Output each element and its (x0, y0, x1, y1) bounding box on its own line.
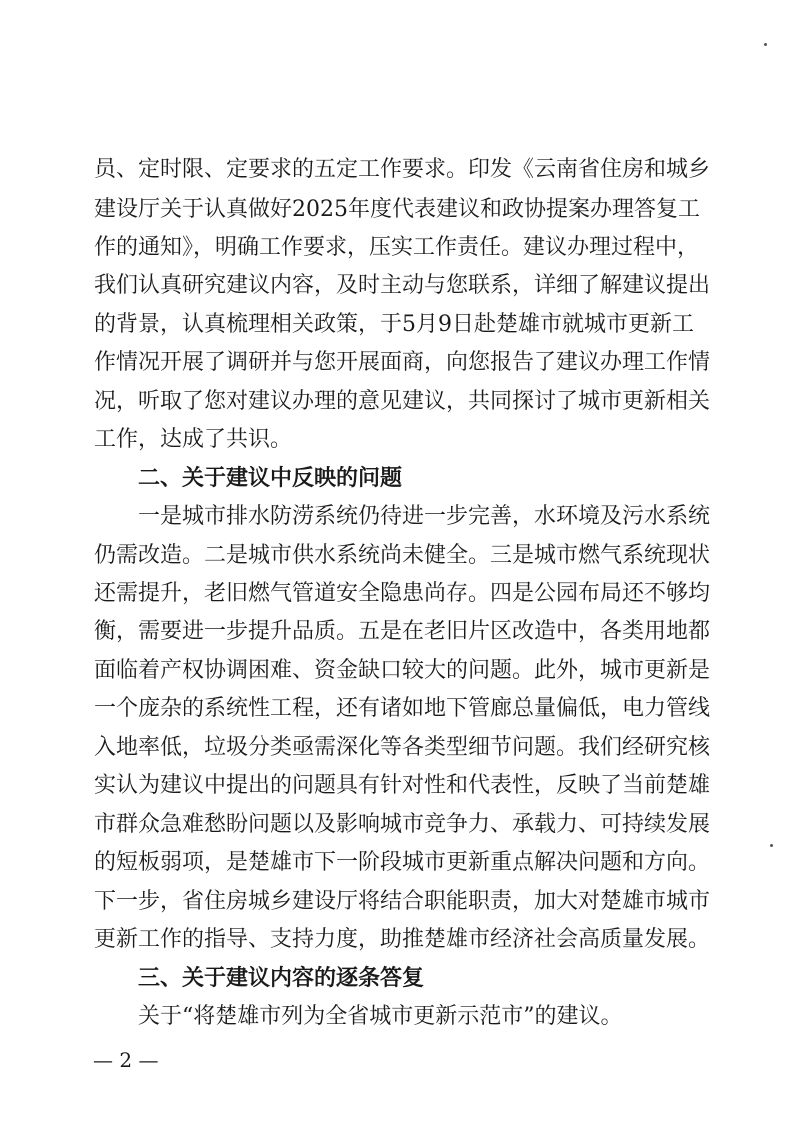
section-heading-3: 三、关于建议内容的逐条答复 (138, 966, 425, 991)
page-number: — 2 — (93, 1048, 159, 1072)
body-line: 况，听取了您对建议办理的意见建议，共同探讨了城市更新相关 (94, 389, 711, 414)
scan-speck (770, 844, 773, 847)
body-line: 的背景，认真梳理相关政策，于5月9日赴楚雄市就城市更新工 (94, 312, 694, 337)
body-line: 一是城市排水防涝系统仍待进一步完善，水环境及污水系统 (138, 504, 711, 529)
body-line: 建设厅关于认真做好2025年度代表建议和政协提案办理答复工 (94, 197, 700, 222)
body-line: 工作，达成了共识。 (94, 427, 293, 452)
body-line: 还需提升，老旧燃气管道安全隐患尚存。四是公园布局还不够均 (94, 581, 711, 606)
body-line: 入地率低，垃圾分类亟需深化等各类型细节问题。我们经研究核 (94, 735, 711, 760)
body-line: 作情况开展了调研并与您开展面商，向您报告了建议办理工作情 (94, 350, 711, 375)
section-heading-2: 二、关于建议中反映的问题 (138, 466, 403, 491)
body-line: 更新工作的指导、支持力度，助推楚雄市经济社会高质量发展。 (94, 927, 711, 952)
body-line: 的短板弱项，是楚雄市下一阶段城市更新重点解决问题和方向。 (94, 850, 711, 875)
scan-speck (764, 43, 767, 46)
body-line: 下一步，省住房城乡建设厅将结合职能职责，加大对楚雄市城市 (94, 889, 711, 914)
body-line: 衡，需要进一步提升品质。五是在老旧片区改造中，各类用地都 (94, 619, 711, 644)
body-line: 面临着产权协调困难、资金缺口较大的问题。此外，城市更新是 (94, 658, 711, 683)
body-line: 关于“将楚雄市列为全省城市更新示范市”的建议。 (138, 1004, 623, 1029)
body-line: 作的通知》，明确工作要求，压实工作责任。建议办理过程中， (94, 235, 700, 260)
body-line: 一个庞杂的系统性工程，还有诸如地下管廊总量偏低，电力管线 (94, 696, 711, 721)
body-line: 仍需改造。二是城市供水系统尚未健全。三是城市燃气系统现状 (94, 543, 711, 568)
body-line: 市群众急难愁盼问题以及影响城市竞争力、承载力、可持续发展 (94, 812, 711, 837)
body-line: 实认为建议中提出的问题具有针对性和代表性，反映了当前楚雄 (94, 773, 711, 798)
body-line: 我们认真研究建议内容，及时主动与您联系，详细了解建议提出 (94, 273, 711, 298)
body-line: 员、定时限、定要求的五定工作要求。印发《云南省住房和城乡 (94, 157, 711, 182)
